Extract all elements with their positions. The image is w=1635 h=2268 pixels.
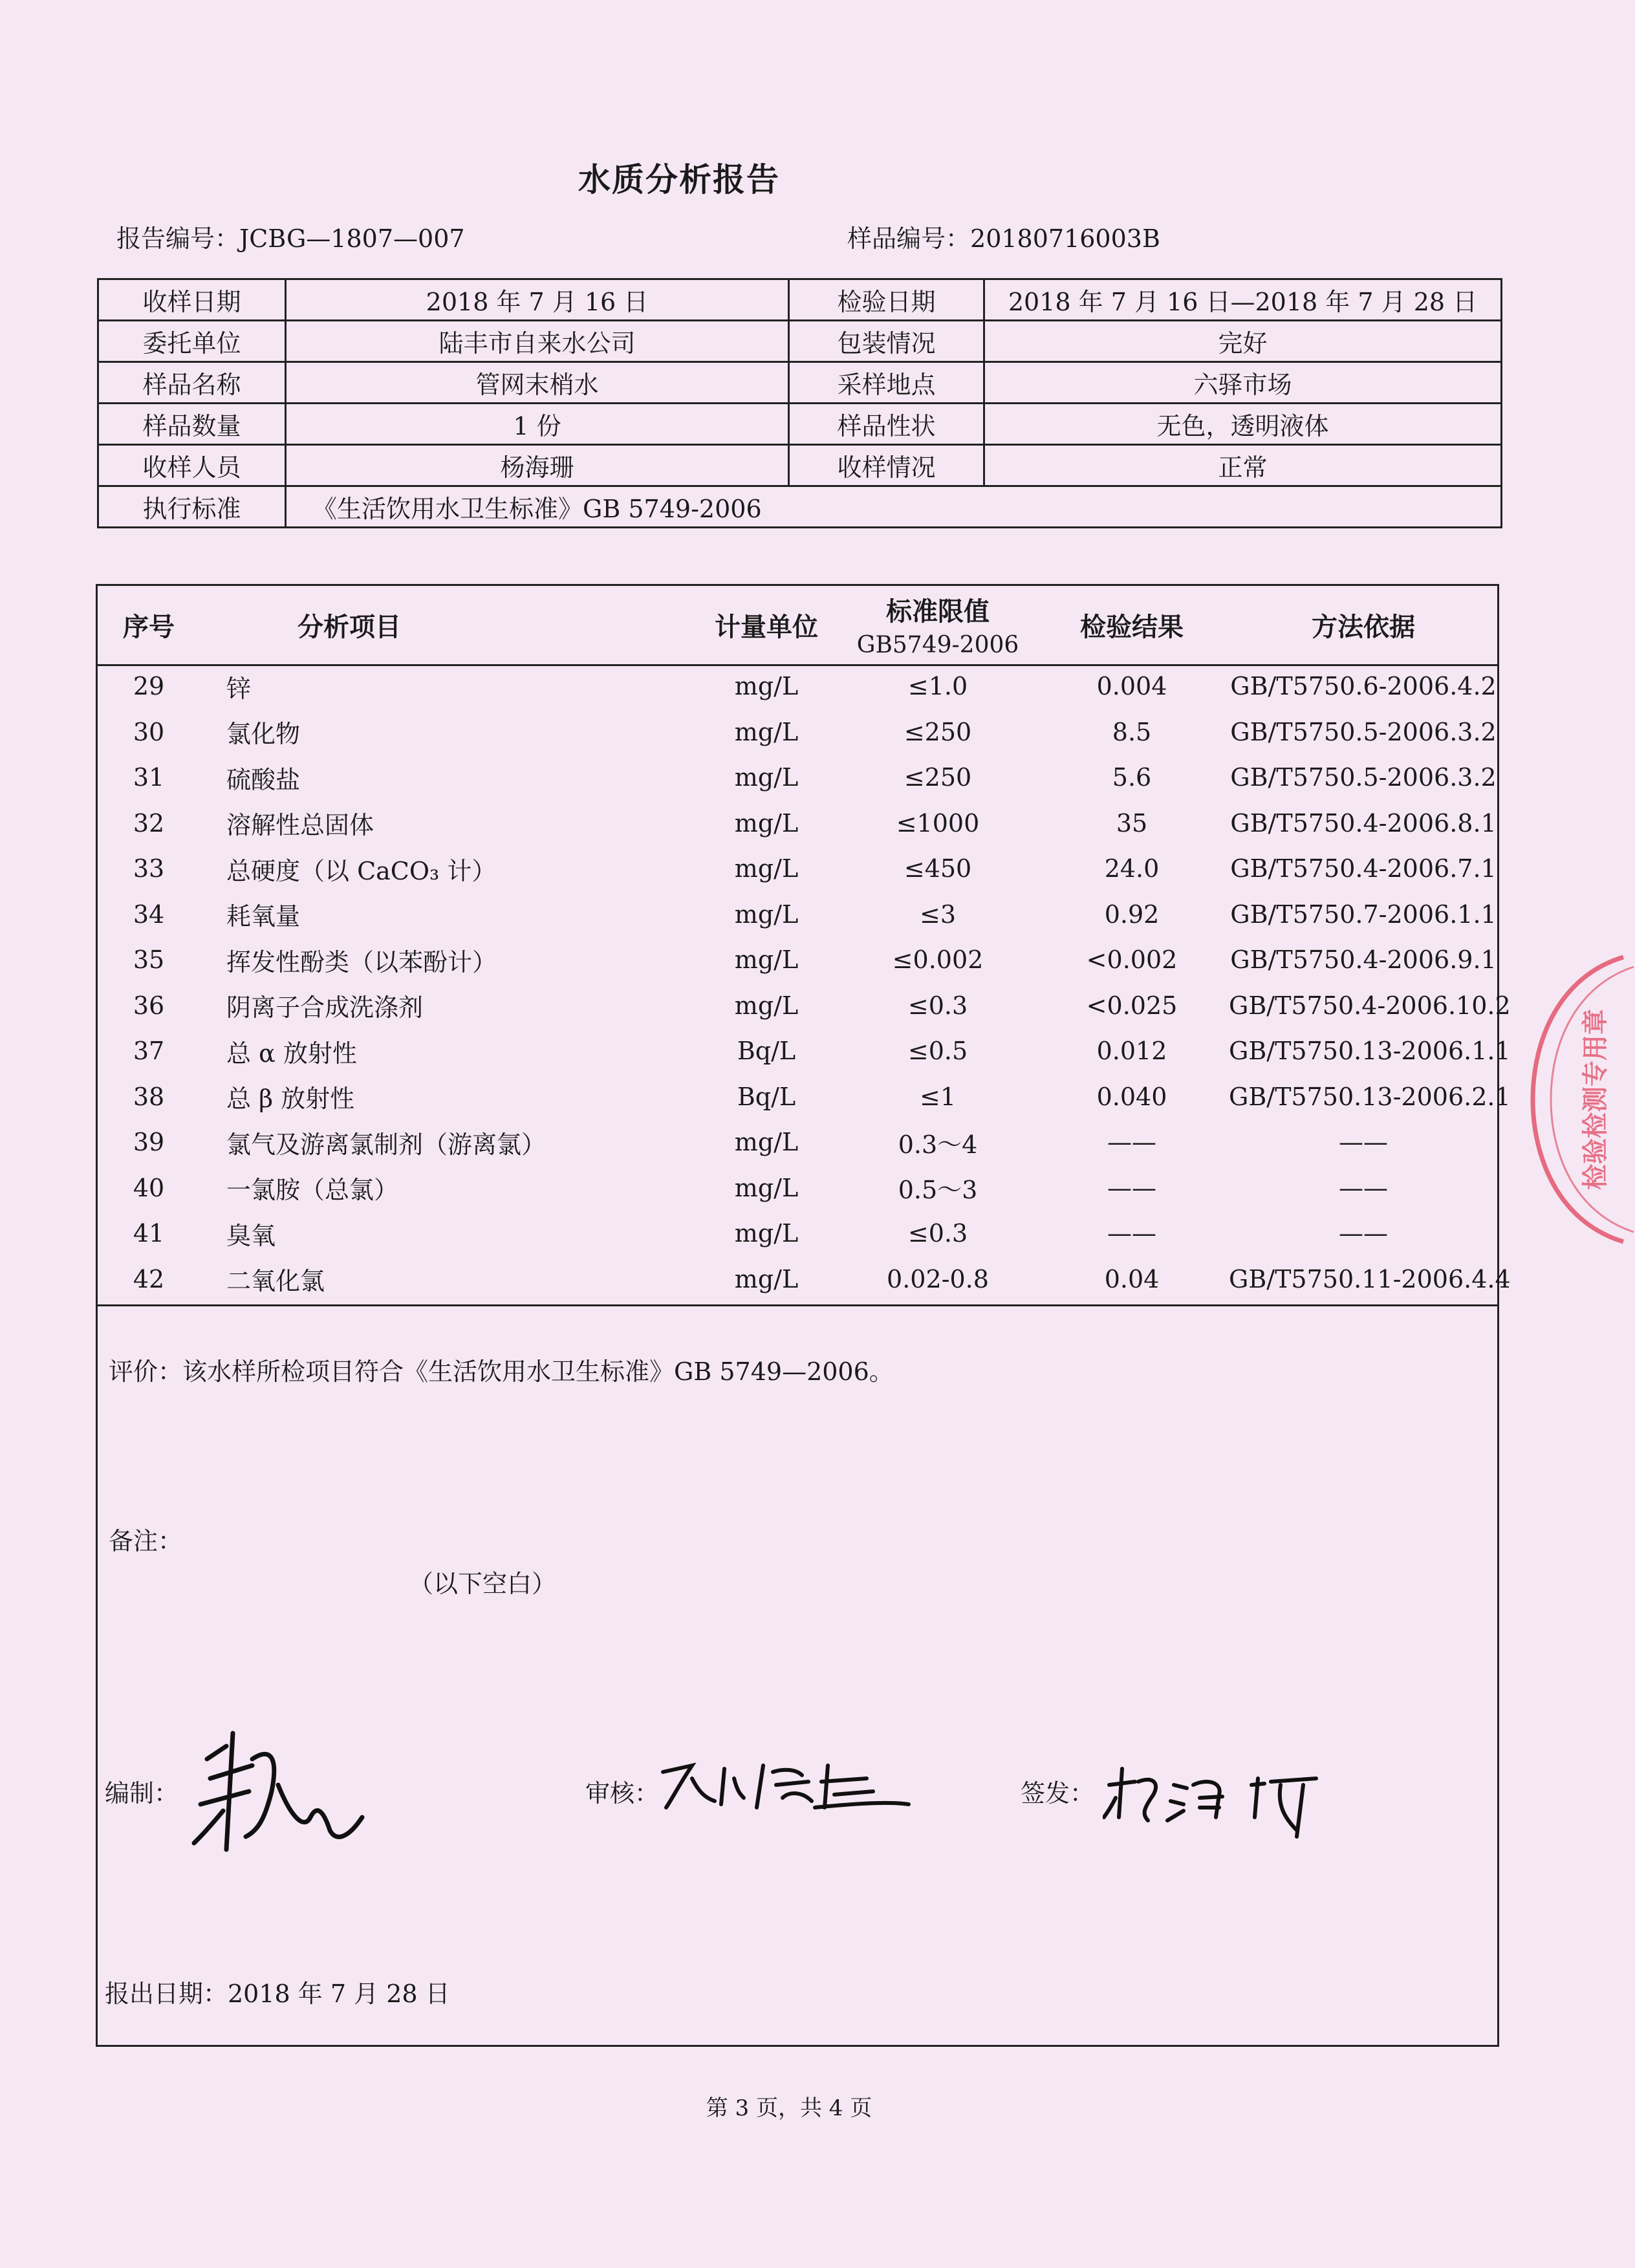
compiler-signature <box>181 1720 375 1869</box>
row-method: GB/T5750.4-2006.10.2 <box>1229 991 1511 1020</box>
row-result: 5.6 <box>1112 763 1152 792</box>
row-result: 0.004 <box>1096 672 1167 701</box>
row-limit: ≤0.002 <box>892 945 984 975</box>
col-header-result: 检验结果 <box>1080 611 1184 642</box>
sample-number-value: 20180716003B <box>970 224 1160 253</box>
table-row <box>97 937 1498 983</box>
info-value: 陆丰市自来水公司 <box>286 321 789 362</box>
row-unit: mg/L <box>734 672 799 701</box>
row-item: 溶解性总固体 <box>226 811 374 840</box>
row-result: —— <box>1107 1128 1156 1157</box>
row-limit: ≤250 <box>904 763 972 792</box>
table-row <box>97 801 1498 847</box>
info-value: 2018 年 7 月 16 日 <box>286 279 789 321</box>
standard-label: 执行标准 <box>98 486 286 528</box>
info-row <box>98 404 1502 445</box>
row-unit: mg/L <box>734 808 799 837</box>
row-method: —— <box>1339 1128 1388 1157</box>
issue-date: 报出日期：2018 年 7 月 28 日 <box>105 1980 450 2008</box>
row-item: 阴离子合成洗涤剂 <box>226 993 424 1022</box>
standard-value: 《生活饮用水卫生标准》GB 5749-2006 <box>286 486 1502 528</box>
report-number <box>116 219 465 254</box>
table-row <box>97 1028 1498 1074</box>
row-unit: mg/L <box>734 1128 799 1157</box>
row-limit: ≤0.3 <box>907 1219 968 1248</box>
row-limit: ≤1 <box>919 1082 957 1111</box>
info-label: 收样人员 <box>98 445 286 486</box>
row-result: 0.92 <box>1104 900 1160 929</box>
issued-by-label: 签发： <box>1021 1779 1095 1808</box>
row-no: 31 <box>133 763 165 792</box>
table-row <box>97 664 1498 709</box>
row-no: 39 <box>133 1128 165 1157</box>
table-row <box>97 1165 1498 1211</box>
info-value: 管网末梢水 <box>286 362 789 404</box>
row-no: 37 <box>133 1037 165 1066</box>
row-unit: mg/L <box>734 900 799 929</box>
row-no: 42 <box>133 1264 165 1293</box>
row-item: 一氯胺（总氯） <box>226 1176 399 1205</box>
info-value: 六驿市场 <box>984 362 1502 404</box>
row-method: GB/T5750.6-2006.4.2 <box>1230 672 1497 701</box>
row-result: <0.025 <box>1086 991 1178 1020</box>
row-unit: mg/L <box>734 763 799 792</box>
evaluation-text: 评价：该水样所检项目符合《生活饮用水卫生标准》GB 5749—2006。 <box>109 1357 894 1386</box>
row-result: 24.0 <box>1104 854 1160 883</box>
row-method: GB/T5750.13-2006.1.1 <box>1229 1037 1511 1066</box>
row-limit: ≤0.5 <box>907 1037 968 1066</box>
row-limit: ≤450 <box>904 854 972 883</box>
info-label: 样品名称 <box>98 362 286 404</box>
table-row <box>97 983 1498 1029</box>
row-no: 41 <box>133 1219 165 1248</box>
info-label: 收样情况 <box>789 445 984 486</box>
row-result: 8.5 <box>1112 717 1152 746</box>
table-row <box>97 846 1498 892</box>
table-row <box>97 1074 1498 1120</box>
row-item: 挥发性酚类（以苯酚计） <box>226 947 497 977</box>
row-limit: ≤3 <box>919 900 957 929</box>
table-row <box>97 709 1498 755</box>
info-value: 正常 <box>984 445 1502 486</box>
row-limit: 0.3～4 <box>898 1130 978 1159</box>
row-no: 38 <box>133 1082 165 1111</box>
row-item: 锌 <box>226 674 252 703</box>
row-item: 硫酸盐 <box>226 765 301 794</box>
row-unit: mg/L <box>734 945 799 975</box>
col-header-limit <box>841 586 1035 664</box>
row-result: —— <box>1107 1173 1156 1202</box>
row-limit: ≤1000 <box>896 808 980 837</box>
page-footer: 第 3 页，共 4 页 <box>706 2095 872 2121</box>
results-bottom-divider <box>96 1304 1499 1306</box>
col-header-no: 序号 <box>123 611 175 642</box>
table-row <box>97 1119 1498 1165</box>
report-number-value: JCBG—1807—007 <box>239 224 465 253</box>
info-value: 杨海珊 <box>286 445 789 486</box>
issuer-signature <box>1103 1759 1323 1843</box>
row-no: 29 <box>133 672 165 701</box>
col-header-item: 分析项目 <box>298 611 401 642</box>
row-no: 30 <box>133 717 165 746</box>
row-method: GB/T5750.5-2006.3.2 <box>1230 763 1497 792</box>
table-row <box>97 755 1498 801</box>
reviewed-by-label: 审核： <box>585 1779 660 1808</box>
reviewer-signature <box>653 1746 912 1817</box>
info-row <box>98 362 1502 404</box>
col-header-unit: 计量单位 <box>715 611 818 642</box>
row-item: 总 α 放射性 <box>226 1039 357 1068</box>
row-item: 二氧化氯 <box>226 1267 325 1296</box>
row-result: —— <box>1107 1219 1156 1248</box>
info-label: 包装情况 <box>789 321 984 362</box>
row-limit: ≤250 <box>904 717 972 746</box>
row-no: 36 <box>133 991 165 1020</box>
row-limit: 0.5～3 <box>898 1176 978 1205</box>
info-value: 1 份 <box>286 404 789 445</box>
row-method: GB/T5750.4-2006.9.1 <box>1230 945 1497 975</box>
row-item: 氯化物 <box>226 720 301 749</box>
row-item: 总硬度（以 CaCO₃ 计） <box>226 856 497 885</box>
info-label: 委托单位 <box>98 321 286 362</box>
row-unit: mg/L <box>734 854 799 883</box>
row-limit: ≤0.3 <box>907 991 968 1020</box>
limit-header-label: 标准限值 <box>886 596 990 627</box>
row-result: 35 <box>1116 808 1148 837</box>
row-item: 氯气及游离氯制剂（游离氯） <box>226 1130 547 1159</box>
row-no: 40 <box>133 1173 165 1202</box>
row-unit: mg/L <box>734 1173 799 1202</box>
row-result: 0.040 <box>1096 1082 1167 1111</box>
info-row <box>98 279 1502 321</box>
remarks-value: （以下空白） <box>409 1570 557 1598</box>
sample-number-label: 样品编号： <box>847 224 971 253</box>
row-method: GB/T5750.13-2006.2.1 <box>1229 1082 1511 1111</box>
info-row <box>98 321 1502 362</box>
row-no: 34 <box>133 900 165 929</box>
info-value: 完好 <box>984 321 1502 362</box>
row-item: 耗氧量 <box>226 902 301 931</box>
col-header-method: 方法依据 <box>1312 611 1415 642</box>
row-unit: mg/L <box>734 1264 799 1293</box>
limit-header-standard: GB5749-2006 <box>856 632 1019 658</box>
info-value: 2018 年 7 月 16 日—2018 年 7 月 28 日 <box>984 279 1502 321</box>
row-method: —— <box>1339 1219 1388 1248</box>
row-method: GB/T5750.4-2006.7.1 <box>1230 854 1497 883</box>
row-no: 32 <box>133 808 165 837</box>
info-value: 无色，透明液体 <box>984 404 1502 445</box>
row-result: 0.04 <box>1104 1264 1160 1293</box>
row-unit: mg/L <box>734 991 799 1020</box>
info-label: 检验日期 <box>789 279 984 321</box>
info-label: 收样日期 <box>98 279 286 321</box>
info-label: 采样地点 <box>789 362 984 404</box>
info-row-standard <box>98 486 1502 528</box>
sample-number <box>847 219 1160 254</box>
remarks-label: 备注： <box>109 1527 183 1555</box>
results-header-row <box>97 586 1498 664</box>
row-method: GB/T5750.7-2006.1.1 <box>1230 900 1497 929</box>
info-label: 样品性状 <box>789 404 984 445</box>
compiled-by-label: 编制： <box>105 1779 179 1808</box>
report-number-label: 报告编号： <box>116 224 240 253</box>
report-title: 水质分析报告 <box>578 160 780 199</box>
table-row <box>97 1257 1498 1302</box>
inspection-stamp <box>1507 951 1635 1248</box>
row-item: 总 β 放射性 <box>226 1085 355 1114</box>
row-unit: Bq/L <box>737 1082 796 1111</box>
row-no: 35 <box>133 945 165 975</box>
row-method: GB/T5750.11-2006.4.4 <box>1229 1264 1511 1293</box>
row-method: GB/T5750.5-2006.3.2 <box>1230 717 1497 746</box>
svg-text:检验检测专用章: 检验检测专用章 <box>1581 1009 1610 1190</box>
row-method: —— <box>1339 1173 1388 1202</box>
row-limit: 0.02-0.8 <box>887 1264 989 1293</box>
sample-info-table <box>97 278 1502 528</box>
row-limit: ≤1.0 <box>907 672 968 701</box>
row-no: 33 <box>133 854 165 883</box>
row-result: 0.012 <box>1096 1037 1167 1066</box>
row-unit: Bq/L <box>737 1037 796 1066</box>
row-unit: mg/L <box>734 717 799 746</box>
info-label: 样品数量 <box>98 404 286 445</box>
row-item: 臭氧 <box>226 1221 276 1250</box>
row-method: GB/T5750.4-2006.8.1 <box>1230 808 1497 837</box>
info-row <box>98 445 1502 486</box>
row-result: <0.002 <box>1086 945 1178 975</box>
table-row <box>97 1211 1498 1257</box>
table-row <box>97 892 1498 938</box>
results-table <box>97 586 1511 1302</box>
row-unit: mg/L <box>734 1219 799 1248</box>
